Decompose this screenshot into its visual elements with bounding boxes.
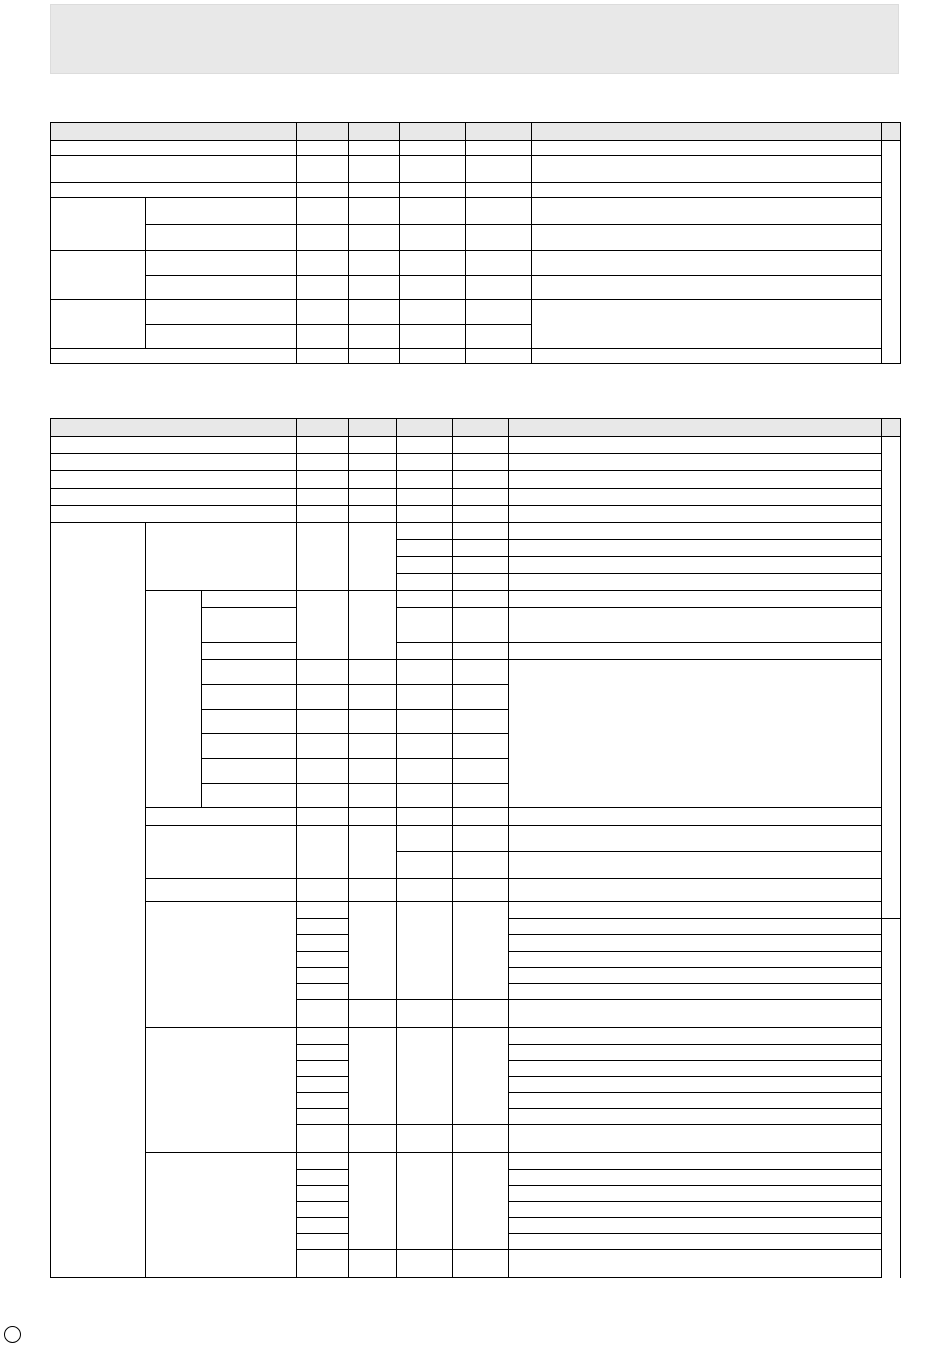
cell (466, 276, 532, 300)
cell (400, 251, 466, 276)
cell (146, 902, 297, 1028)
cell (297, 935, 349, 952)
table-top (50, 122, 901, 364)
cell (146, 826, 297, 879)
cell (349, 879, 397, 902)
cell (397, 784, 453, 808)
cell (297, 1250, 349, 1278)
cell (349, 454, 397, 471)
cell (397, 540, 453, 557)
group-cell (51, 523, 146, 1278)
cell (349, 1125, 397, 1153)
cell (297, 685, 349, 710)
cell (400, 300, 466, 325)
cell (453, 1153, 509, 1250)
cell (146, 251, 297, 276)
table-row (51, 826, 901, 852)
cell (146, 1153, 297, 1278)
table-row (51, 454, 901, 471)
cell (509, 1077, 882, 1093)
cell (297, 902, 349, 919)
cell (400, 276, 466, 300)
cell (509, 540, 882, 557)
table-row (51, 506, 901, 523)
cell (146, 198, 297, 225)
cell (453, 643, 509, 660)
cell (297, 952, 349, 968)
cell (453, 685, 509, 710)
cell (532, 300, 882, 349)
cell (297, 919, 349, 935)
cell (349, 506, 397, 523)
cell (297, 437, 349, 454)
cell (509, 1028, 882, 1045)
cell (397, 852, 453, 879)
cell (202, 643, 297, 660)
cell (349, 710, 397, 734)
header-cell (297, 419, 349, 437)
cell (297, 471, 349, 489)
cell (349, 437, 397, 454)
header-cell (882, 419, 901, 437)
cell (397, 685, 453, 710)
cell (509, 1109, 882, 1125)
page-number-circle (4, 1326, 21, 1343)
cell (453, 437, 509, 454)
cell (400, 156, 466, 183)
cell (509, 1170, 882, 1186)
cell (509, 437, 882, 454)
cell (509, 1186, 882, 1202)
header-cell (349, 123, 400, 141)
group-cell (51, 198, 146, 251)
cell (509, 1000, 882, 1028)
cell (397, 574, 453, 591)
cell (146, 1028, 297, 1153)
cell (397, 557, 453, 574)
cell (146, 276, 297, 300)
cell (349, 198, 400, 225)
cell (297, 1234, 349, 1250)
cell (297, 156, 349, 183)
cell (297, 489, 349, 506)
cell (453, 608, 509, 643)
table-row (51, 437, 901, 454)
cell (453, 540, 509, 557)
cell (397, 489, 453, 506)
header-cell (297, 123, 349, 141)
cell (297, 591, 349, 660)
cell (349, 1028, 397, 1125)
cell (509, 591, 882, 608)
cell (532, 183, 882, 198)
cell (397, 454, 453, 471)
cell (349, 1250, 397, 1278)
cell (349, 251, 400, 276)
cell (509, 952, 882, 968)
header-cell (882, 123, 901, 141)
cell (509, 808, 882, 826)
cell (297, 808, 349, 826)
cell (400, 349, 466, 364)
cell (297, 1202, 349, 1218)
cell (453, 523, 509, 540)
table-row (51, 251, 901, 276)
header-cell (51, 123, 297, 141)
table-row (51, 183, 901, 198)
cell (453, 734, 509, 759)
cell (297, 1170, 349, 1186)
cell (509, 968, 882, 984)
header-cell (453, 419, 509, 437)
table-bottom (50, 418, 901, 1278)
cell (202, 710, 297, 734)
cell (453, 879, 509, 902)
cell (349, 1153, 397, 1250)
subgroup-cell (146, 591, 202, 808)
cell (297, 1061, 349, 1077)
cell (51, 349, 297, 364)
cell (453, 808, 509, 826)
cell (453, 826, 509, 852)
table-row (51, 471, 901, 489)
cell (453, 489, 509, 506)
group-cell (51, 251, 146, 300)
cell (400, 225, 466, 251)
cell (202, 784, 297, 808)
cell (400, 141, 466, 156)
cell (297, 1045, 349, 1061)
cell (297, 710, 349, 734)
cell (532, 198, 882, 225)
cell (466, 198, 532, 225)
cell (397, 591, 453, 608)
cell (532, 225, 882, 251)
cell (453, 784, 509, 808)
cell (466, 300, 532, 325)
cell (146, 808, 297, 826)
table-row (51, 300, 901, 325)
cell (297, 879, 349, 902)
table-row (51, 1153, 901, 1170)
cell (146, 325, 297, 349)
cell (297, 968, 349, 984)
table-row (51, 225, 901, 251)
cell (349, 276, 400, 300)
table-row (51, 489, 901, 506)
cell (297, 1186, 349, 1202)
cell (397, 759, 453, 784)
cell (51, 141, 297, 156)
table-row (51, 902, 901, 919)
cell (509, 1045, 882, 1061)
cell (453, 574, 509, 591)
cell (509, 1202, 882, 1218)
cell (202, 759, 297, 784)
cell (146, 879, 297, 902)
cell (202, 685, 297, 710)
cell (453, 759, 509, 784)
table-row (51, 156, 901, 183)
cell (349, 808, 397, 826)
cell (453, 1028, 509, 1125)
cell (397, 1125, 453, 1153)
cell (397, 608, 453, 643)
cell (349, 349, 400, 364)
table-bottom-header-row (51, 419, 901, 437)
cell (297, 1109, 349, 1125)
cell (397, 471, 453, 489)
header-banner (50, 4, 899, 74)
cell (509, 489, 882, 506)
cell (297, 1093, 349, 1109)
cell (297, 276, 349, 300)
header-cell (397, 419, 453, 437)
cell (453, 1125, 509, 1153)
cell (297, 251, 349, 276)
cell (297, 826, 349, 879)
cell (297, 759, 349, 784)
cell (453, 557, 509, 574)
cell (349, 156, 400, 183)
header-cell (400, 123, 466, 141)
cell (349, 1000, 397, 1028)
cell (509, 1153, 882, 1170)
header-cell (51, 419, 297, 437)
cell (397, 808, 453, 826)
cell (466, 251, 532, 276)
cell (509, 1125, 882, 1153)
cell (349, 141, 400, 156)
cell (466, 183, 532, 198)
cell (397, 523, 453, 540)
cell (453, 591, 509, 608)
cell (509, 902, 882, 919)
cell (297, 1125, 349, 1153)
cell (882, 437, 901, 919)
cell (349, 591, 397, 660)
cell (397, 1250, 453, 1278)
cell (297, 183, 349, 198)
cell (509, 1234, 882, 1250)
cell (297, 300, 349, 325)
cell (349, 523, 397, 591)
table-row (51, 141, 901, 156)
cell (509, 1218, 882, 1234)
cell (466, 156, 532, 183)
cell (349, 734, 397, 759)
header-cell (532, 123, 882, 141)
cell (400, 325, 466, 349)
cell (453, 506, 509, 523)
cell (297, 1153, 349, 1170)
cell (51, 437, 297, 454)
cell (397, 437, 453, 454)
cell (397, 1028, 453, 1125)
cell (51, 156, 297, 183)
cell (453, 710, 509, 734)
cell (532, 156, 882, 183)
cell (349, 471, 397, 489)
table-row (51, 591, 901, 608)
cell (297, 506, 349, 523)
cell (202, 608, 297, 643)
table-row (51, 1028, 901, 1045)
cell (297, 1218, 349, 1234)
cell (466, 225, 532, 251)
cell (349, 325, 400, 349)
cell (51, 471, 297, 489)
cell (509, 608, 882, 643)
cell (297, 454, 349, 471)
cell (509, 1093, 882, 1109)
cell (509, 574, 882, 591)
cell (51, 506, 297, 523)
cell (509, 506, 882, 523)
table-row (51, 349, 901, 364)
cell (400, 183, 466, 198)
cell (51, 183, 297, 198)
cell (146, 523, 297, 591)
cell (400, 198, 466, 225)
table-row (51, 276, 901, 300)
cell (509, 557, 882, 574)
cell (349, 225, 400, 251)
table-row (51, 523, 901, 540)
header-cell (466, 123, 532, 141)
cell (466, 325, 532, 349)
cell (297, 984, 349, 1000)
cell (202, 660, 297, 685)
cell (51, 489, 297, 506)
cell (397, 1153, 453, 1250)
cell (509, 471, 882, 489)
cell (397, 643, 453, 660)
cell (297, 198, 349, 225)
cell (509, 1250, 882, 1278)
cell (509, 826, 882, 852)
table-row (51, 198, 901, 225)
cell (509, 643, 882, 660)
group-cell (51, 300, 146, 349)
cell (509, 523, 882, 540)
cell (453, 902, 509, 1000)
cell (453, 852, 509, 879)
table-top-header-row (51, 123, 901, 141)
cell (397, 506, 453, 523)
cell (349, 660, 397, 685)
cell (349, 784, 397, 808)
cell (297, 141, 349, 156)
cell (297, 734, 349, 759)
cell (297, 349, 349, 364)
table-row (51, 879, 901, 902)
cell (349, 826, 397, 879)
cell (466, 349, 532, 364)
cell (297, 523, 349, 591)
cell (509, 984, 882, 1000)
cell (509, 454, 882, 471)
cell (453, 454, 509, 471)
cell (349, 902, 397, 1000)
cell (297, 660, 349, 685)
cell (509, 879, 882, 902)
cell (882, 141, 901, 364)
cell (202, 591, 297, 608)
cell (397, 1000, 453, 1028)
cell (297, 784, 349, 808)
cell (349, 183, 400, 198)
cell (532, 141, 882, 156)
cell (349, 759, 397, 784)
cell (466, 141, 532, 156)
cell (397, 879, 453, 902)
table-row (51, 808, 901, 826)
cell (397, 734, 453, 759)
cell (297, 1000, 349, 1028)
cell (453, 471, 509, 489)
cell (297, 225, 349, 251)
cell (349, 489, 397, 506)
cell (349, 300, 400, 325)
cell (146, 225, 297, 251)
cell (349, 685, 397, 710)
cell (297, 1077, 349, 1093)
cell (297, 325, 349, 349)
cell (397, 902, 453, 1000)
cell (51, 454, 297, 471)
cell (509, 852, 882, 879)
cell (297, 1028, 349, 1045)
cell (509, 660, 882, 808)
cell (453, 1000, 509, 1028)
header-cell (349, 419, 397, 437)
cell (146, 300, 297, 325)
cell (453, 1250, 509, 1278)
cell (532, 276, 882, 300)
cell (397, 826, 453, 852)
cell (509, 919, 882, 935)
cell (397, 710, 453, 734)
cell (532, 251, 882, 276)
cell (453, 660, 509, 685)
cell (509, 935, 882, 952)
cell (202, 734, 297, 759)
header-cell (509, 419, 882, 437)
cell (397, 660, 453, 685)
cell (532, 349, 882, 364)
cell (509, 1061, 882, 1077)
